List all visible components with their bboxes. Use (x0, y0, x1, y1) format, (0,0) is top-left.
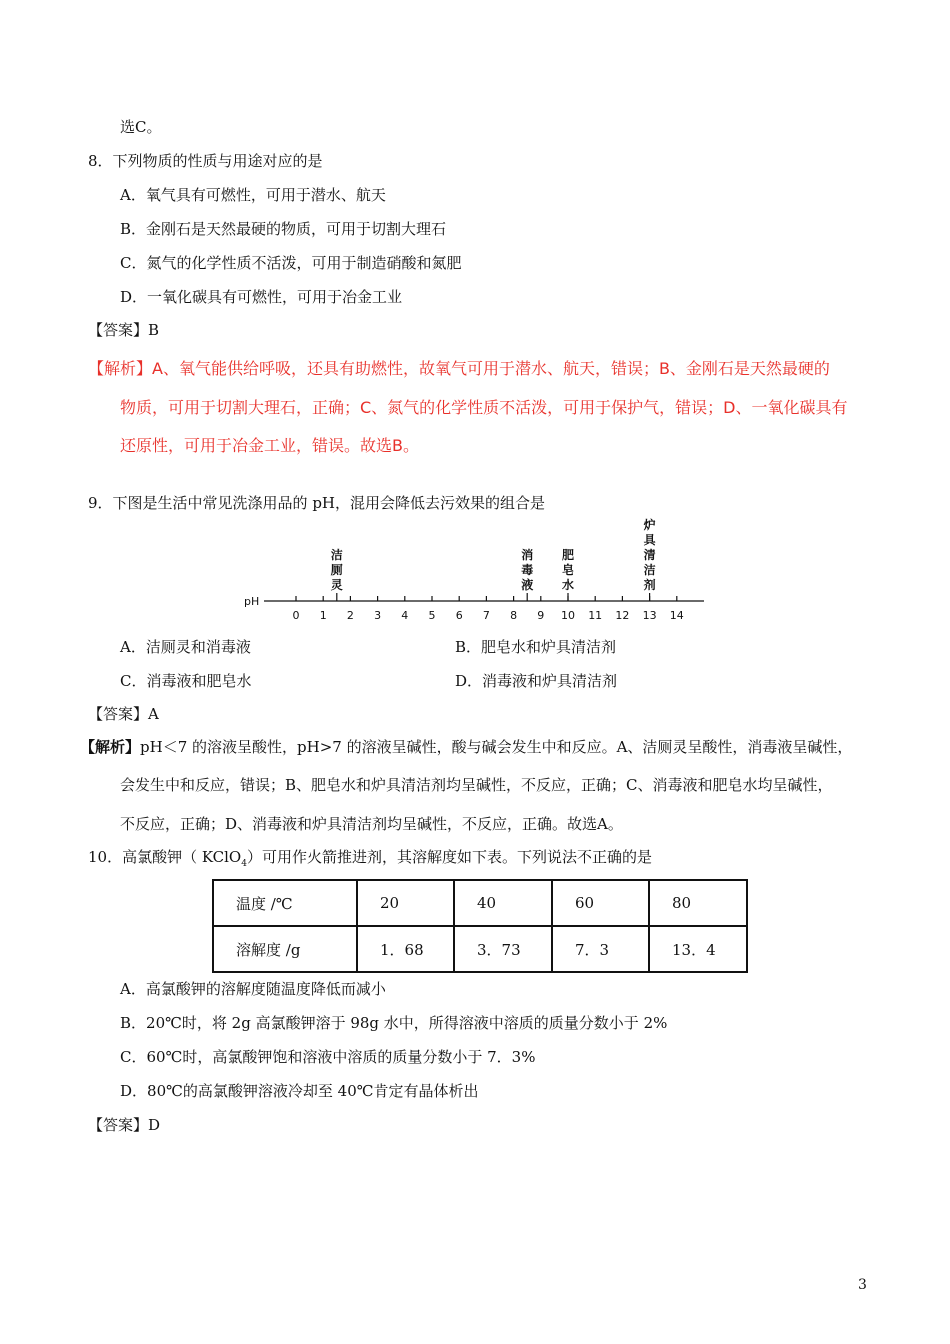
ph-scale-figure (240, 515, 720, 625)
table-cell: 60 (552, 880, 649, 926)
ph-product-label-char: 洁 (643, 563, 656, 577)
ph-product-label-char: 剂 (643, 578, 656, 592)
ph-product-label-char: 厕 (330, 563, 343, 577)
ph-tick-label: 7 (482, 609, 490, 622)
q8-answer: 【答案】B (88, 321, 160, 339)
ph-product-label-char: 炉 (643, 518, 656, 532)
q9-analysis-label: 【解析】 (80, 738, 141, 756)
ph-tick-label: 12 (615, 609, 630, 622)
q9-answer: 【答案】A (88, 705, 159, 723)
q9-analysis-line-3: 不反应，正确；D、消毒液和炉具清洁剂均呈碱性，不反应，正确。故选A。 (120, 815, 623, 833)
ph-tick-label: 3 (374, 609, 382, 622)
q8-stem: 8．下列物质的性质与用途对应的是 (88, 152, 323, 170)
q10-stem-prefix: 10．高氯酸钾（ KClO (88, 848, 242, 866)
ph-tick-label: 13 (642, 609, 657, 622)
table-row-solubility (213, 926, 747, 972)
q8-option-d: D．一氧化碳具有可燃性，可用于冶金工业 (120, 288, 403, 306)
q9-option-a: A．洁厕灵和消毒液 (120, 638, 251, 656)
q9-option-d: D．消毒液和炉具清洁剂 (455, 672, 618, 690)
ph-product-label-char: 洁 (330, 548, 343, 562)
ph-tick-label: 0 (292, 609, 300, 622)
table-cell: 7．3 (552, 926, 649, 972)
ph-product-label-char: 灵 (330, 578, 343, 592)
ph-axis-label: pH (244, 595, 260, 608)
q9-analysis-text-1: pH＜7 的溶液呈酸性，pH>7 的溶液呈碱性，酸与碱会发生中和反应。A、洁厕灵呈酸性，消毒液呈碱性， (140, 738, 853, 756)
q10-stem (88, 847, 652, 874)
q10-answer: 【答案】D (88, 1116, 161, 1134)
q9-option-b: B．肥皂水和炉具清洁剂 (455, 638, 617, 656)
ph-tick-label: 10 (561, 609, 575, 622)
q9-option-c: C．消毒液和肥皂水 (120, 672, 252, 690)
ph-tick-label: 8 (510, 609, 518, 622)
q8-option-b: B．金刚石是天然最硬的物质，可用于切割大理石 (120, 220, 447, 238)
ph-tick-label: 14 (669, 609, 684, 622)
ph-product-label-char: 具 (643, 533, 656, 547)
table-header-solubility: 溶解度 /g (213, 926, 357, 972)
ph-product-label-char: 毒 (521, 563, 534, 577)
q9-stem: 9．下图是生活中常见洗涤用品的 pH，混用会降低去污效果的组合是 (88, 494, 545, 512)
table-header-temperature: 温度 /℃ (213, 880, 357, 926)
q8-option-c: C．氮气的化学性质不活泼，可用于制造硝酸和氮肥 (120, 254, 462, 272)
ph-product-label-char: 液 (521, 578, 534, 592)
prev-answer-tail: 选C。 (120, 118, 162, 136)
q10-option-c: C．60℃时，高氯酸钾饱和溶液中溶质的质量分数小于 7．3% (120, 1048, 536, 1066)
table-row-temperature (213, 880, 747, 926)
ph-tick-label: 9 (537, 609, 545, 622)
q10-option-b: B．20℃时，将 2g 高氯酸钾溶于 98g 水中，所得溶液中溶质的质量分数小于 2% (120, 1014, 668, 1032)
ph-tick-label: 4 (401, 609, 409, 622)
q9-analysis-line-1 (80, 737, 852, 757)
ph-ticks (293, 596, 684, 622)
q9-analysis-line-2: 会发生中和反应，错误；B、肥皂水和炉具清洁剂均呈碱性，不反应，正确；C、消毒液和肥皂水均呈碱性， (120, 776, 833, 794)
q10-option-d: D．80℃的高氯酸钾溶液冷却至 40℃肯定有晶体析出 (120, 1082, 479, 1100)
ph-product-label-char: 肥 (561, 548, 575, 562)
page-number: 3 (858, 1277, 867, 1293)
ph-product-label-char: 清 (643, 548, 656, 562)
table-cell: 1．68 (357, 926, 454, 972)
ph-tick-label: 5 (428, 609, 436, 622)
table-cell: 3．73 (454, 926, 552, 972)
ph-tick-label: 6 (455, 609, 463, 622)
ph-tick-label: 11 (588, 609, 603, 622)
table-cell: 80 (649, 880, 747, 926)
q8-analysis-line-2: 物质，可用于切割大理石，正确；C、氮气的化学性质不活泼，可用于保护气，错误；D、一氧化碳具有 (120, 398, 848, 417)
q10-option-a: A．高氯酸钾的溶解度随温度降低而减小 (120, 980, 386, 998)
solubility-table (212, 879, 748, 973)
table-cell: 40 (454, 880, 552, 926)
ph-tick-label: 2 (346, 609, 354, 622)
table-cell: 13．4 (649, 926, 747, 972)
q10-stem-subscript: 4 (241, 859, 247, 869)
q8-analysis-line-1: 【解析】A、氧气能供给呼吸，还具有助燃性，故氧气可用于潜水、航天，错误；B、金刚石是天然最硬的 (88, 359, 830, 378)
q8-option-a: A．氧气具有可燃性，可用于潜水、航天 (120, 186, 386, 204)
ph-tick-label: 1 (319, 609, 327, 622)
q8-analysis-line-3: 还原性，可用于冶金工业，错误。故选B。 (120, 436, 419, 455)
ph-product-labels (330, 517, 657, 601)
table-cell: 20 (357, 880, 454, 926)
ph-product-label-char: 消 (521, 548, 534, 562)
ph-product-label-char: 皂 (561, 563, 575, 577)
q10-stem-suffix: ）可用作火箭推进剂，其溶解度如下表。下列说法不正确的是 (246, 848, 652, 866)
ph-product-label-char: 水 (561, 578, 575, 592)
